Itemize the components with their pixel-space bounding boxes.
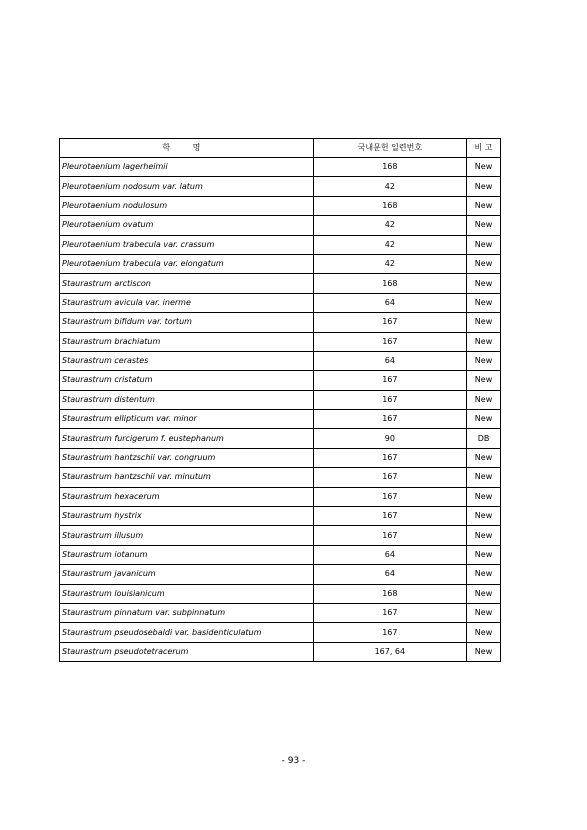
reference-number-cell: 64: [313, 545, 466, 564]
remarks-cell: New: [467, 642, 501, 661]
reference-number-cell: 64: [313, 293, 466, 312]
reference-number-cell: 167: [313, 371, 466, 390]
reference-number-cell: 42: [313, 235, 466, 254]
reference-number-cell: 167: [313, 526, 466, 545]
remarks-cell: New: [467, 468, 501, 487]
table-body: [60, 158, 501, 662]
table-row: [60, 584, 501, 603]
species-name-cell: Pleurotaenium ovatum: [60, 216, 314, 235]
species-name-cell: Staurastrum hexacerum: [60, 487, 314, 506]
reference-number-cell: 167: [313, 313, 466, 332]
header-reference-number: 국내문헌 일련번호: [313, 139, 466, 158]
table-row: [60, 545, 501, 564]
remarks-cell: New: [467, 545, 501, 564]
remarks-cell: New: [467, 274, 501, 293]
species-name-cell: Staurastrum distentum: [60, 390, 314, 409]
remarks-cell: New: [467, 448, 501, 467]
table-row: [60, 623, 501, 642]
table-row: [60, 448, 501, 467]
table-row: [60, 507, 501, 526]
species-name-cell: Pleurotaenium trabecula var. elongatum: [60, 254, 314, 273]
table-row: [60, 332, 501, 351]
reference-number-cell: 167: [313, 390, 466, 409]
table-row: [60, 177, 501, 196]
remarks-cell: New: [467, 293, 501, 312]
reference-number-cell: 167: [313, 507, 466, 526]
remarks-cell: New: [467, 526, 501, 545]
table-row: [60, 390, 501, 409]
reference-number-cell: 167: [313, 623, 466, 642]
remarks-cell: New: [467, 177, 501, 196]
species-name-cell: Staurastrum pseudotetracerum: [60, 642, 314, 661]
table-row: [60, 642, 501, 661]
species-name-cell: Staurastrum louisianicum: [60, 584, 314, 603]
species-name-cell: Staurastrum javanicum: [60, 565, 314, 584]
header-remarks: 비 고: [467, 139, 501, 158]
header-scientific-name: 학 명: [60, 139, 314, 158]
remarks-cell: New: [467, 196, 501, 215]
table-row: [60, 351, 501, 370]
reference-number-cell: 42: [313, 254, 466, 273]
remarks-cell: New: [467, 410, 501, 429]
remarks-cell: New: [467, 371, 501, 390]
species-name-cell: Staurastrum illusum: [60, 526, 314, 545]
species-name-cell: Staurastrum avicula var. inerme: [60, 293, 314, 312]
species-name-cell: Staurastrum pseudosebaldi var. basidenticulatum: [60, 623, 314, 642]
remarks-cell: New: [467, 332, 501, 351]
species-name-cell: Pleurotaenium lagerheimii: [60, 158, 314, 177]
reference-number-cell: 168: [313, 584, 466, 603]
table-row: [60, 235, 501, 254]
remarks-cell: DB: [467, 429, 501, 448]
table-row: [60, 216, 501, 235]
remarks-cell: New: [467, 584, 501, 603]
reference-number-cell: 168: [313, 274, 466, 293]
remarks-cell: New: [467, 158, 501, 177]
species-name-cell: Pleurotaenium nodosum var. latum: [60, 177, 314, 196]
remarks-cell: New: [467, 507, 501, 526]
remarks-cell: New: [467, 216, 501, 235]
table-row: [60, 254, 501, 273]
remarks-cell: New: [467, 603, 501, 622]
reference-number-cell: 42: [313, 177, 466, 196]
species-table: [59, 138, 501, 662]
species-name-cell: Staurastrum bifidum var. tortum: [60, 313, 314, 332]
table-row: [60, 526, 501, 545]
table-row: [60, 603, 501, 622]
species-name-cell: Pleurotaenium trabecula var. crassum: [60, 235, 314, 254]
table-row: [60, 313, 501, 332]
table-row: [60, 429, 501, 448]
species-name-cell: Staurastrum furcigerum f. eustephanum: [60, 429, 314, 448]
table-row: [60, 274, 501, 293]
table-row: [60, 565, 501, 584]
remarks-cell: New: [467, 487, 501, 506]
species-name-cell: Staurastrum cristatum: [60, 371, 314, 390]
table-row: [60, 468, 501, 487]
species-name-cell: Staurastrum hystrix: [60, 507, 314, 526]
species-name-cell: Pleurotaenium nodulosum: [60, 196, 314, 215]
reference-number-cell: 167: [313, 410, 466, 429]
reference-number-cell: 167, 64: [313, 642, 466, 661]
reference-number-cell: 90: [313, 429, 466, 448]
species-name-cell: Staurastrum arctiscon: [60, 274, 314, 293]
remarks-cell: New: [467, 623, 501, 642]
remarks-cell: New: [467, 565, 501, 584]
species-name-cell: Staurastrum hantzschii var. congruum: [60, 448, 314, 467]
reference-number-cell: 167: [313, 487, 466, 506]
remarks-cell: New: [467, 351, 501, 370]
table-header-row: [60, 139, 501, 158]
species-name-cell: Staurastrum pinnatum var. subpinnatum: [60, 603, 314, 622]
species-name-cell: Staurastrum hantzschii var. minutum: [60, 468, 314, 487]
species-name-cell: Staurastrum iotanum: [60, 545, 314, 564]
remarks-cell: New: [467, 254, 501, 273]
table-row: [60, 158, 501, 177]
reference-number-cell: 167: [313, 603, 466, 622]
reference-number-cell: 168: [313, 196, 466, 215]
reference-number-cell: 167: [313, 468, 466, 487]
remarks-cell: New: [467, 313, 501, 332]
reference-number-cell: 167: [313, 448, 466, 467]
table-row: [60, 196, 501, 215]
reference-number-cell: 64: [313, 351, 466, 370]
remarks-cell: New: [467, 235, 501, 254]
reference-number-cell: 168: [313, 158, 466, 177]
page-number: - 93 -: [281, 756, 306, 766]
species-name-cell: Staurastrum ellipticum var. minor: [60, 410, 314, 429]
reference-number-cell: 42: [313, 216, 466, 235]
reference-number-cell: 64: [313, 565, 466, 584]
species-name-cell: Staurastrum cerastes: [60, 351, 314, 370]
species-name-cell: Staurastrum brachiatum: [60, 332, 314, 351]
table-row: [60, 487, 501, 506]
table-row: [60, 293, 501, 312]
remarks-cell: New: [467, 390, 501, 409]
reference-number-cell: 167: [313, 332, 466, 351]
table-row: [60, 410, 501, 429]
table-row: [60, 371, 501, 390]
